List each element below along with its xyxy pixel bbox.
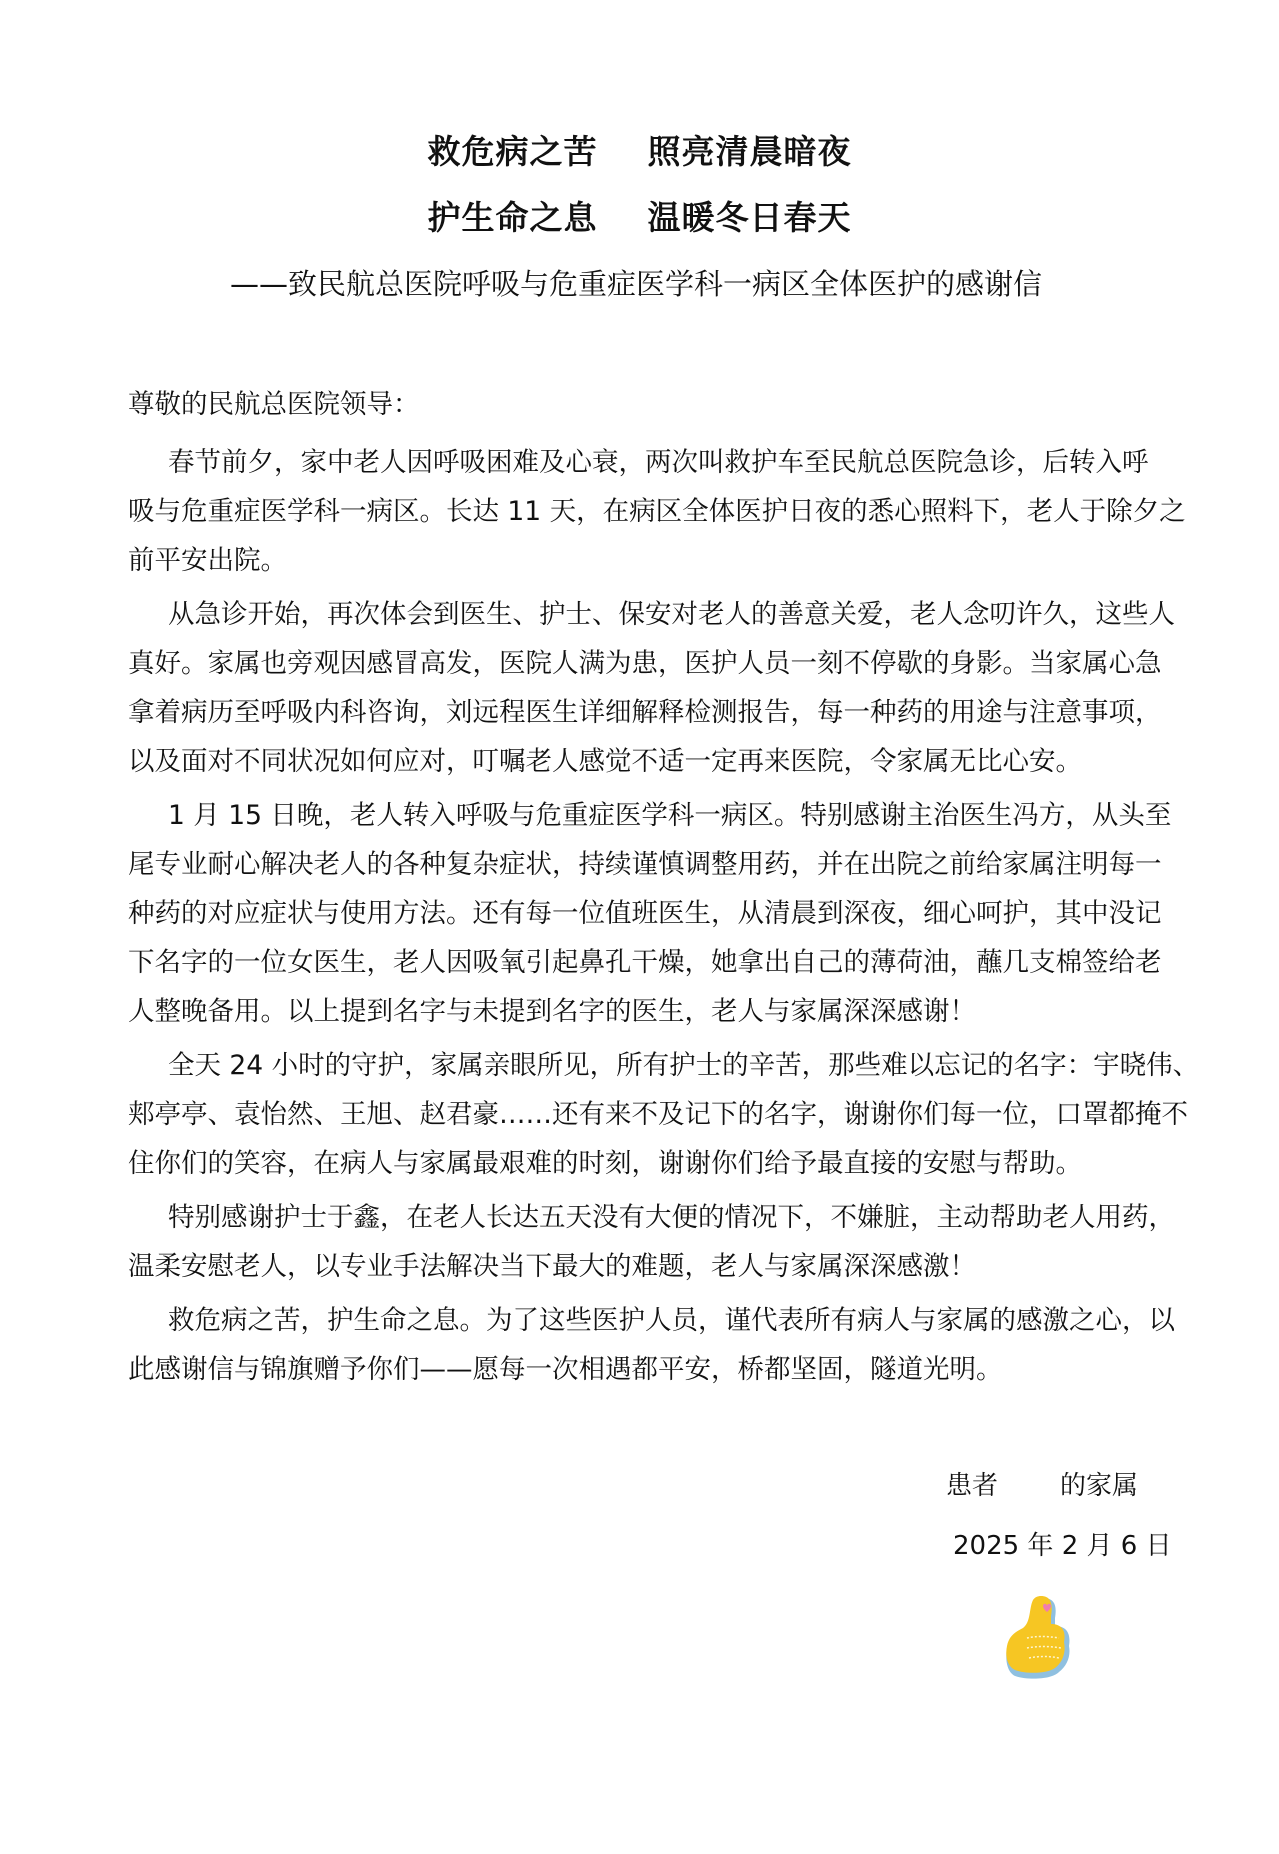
body-line: 1 月 15 日晚，老人转入呼吸与危重症医学科一病区。特别感谢主治医生冯方，从头至 [168,800,1172,831]
body-line: 种药的对应症状与使用方法。还有每一位值班医生，从清晨到深夜，细心呵护，其中没记 [128,898,1162,929]
body-line: 人整晚备用。以上提到名字与未提到名字的医生，老人与家属深深感谢！ [128,996,976,1027]
body-line: 前平安出院。 [128,545,287,576]
body-line: 以及面对不同状况如何应对，叮嘱老人感觉不适一定再来医院，令家属无比心安。 [128,746,1082,777]
body-line: 吸与危重症医学科一病区。长达 11 天，在病区全体医护日夜的悉心照料下，老人于除夕之 [128,496,1186,527]
body-line: 下名字的一位女医生，老人因吸氧引起鼻孔干燥，她拿出自己的薄荷油，蘸几支棉签给老 [128,947,1162,978]
body-line: 全天 24 小时的守护，家属亲眼所见，所有护士的辛苦，那些难以忘记的名字：宇晓伟、 [168,1050,1200,1081]
thumbs-up-icon [1003,1594,1073,1684]
letter-title-line-2: 护生命之息 温暖冬日春天 [427,198,852,237]
letter-title-line-1: 救危病之苦 照亮清晨暗夜 [427,132,852,171]
signature-prefix: 患者 [946,1471,999,1501]
body-line: 尾专业耐心解决老人的各种复杂症状，持续谨慎调整用药，并在出院之前给家属注明每一 [128,849,1162,880]
body-line: 春节前夕，家中老人因呼吸困难及心衰，两次叫救护车至民航总医院急诊，后转入呼 [168,447,1149,478]
body-line: 真好。家属也旁观因感冒高发，医院人满为患，医护人员一刻不停歇的身影。当家属心急 [128,648,1162,679]
sticker-fill [1006,1596,1064,1673]
salutation: 尊敬的民航总医院领导： [128,389,420,420]
body-line: 此感谢信与锦旗赠予你们——愿每一次相遇都平安，桥都坚固，隧道光明。 [128,1354,1003,1385]
body-line: 特别感谢护士于鑫，在老人长达五天没有大便的情况下，不嫌脏，主动帮助老人用药， [168,1202,1175,1233]
signature [946,1473,1138,1499]
body-line: 住你们的笑容，在病人与家属最艰难的时刻，谢谢你们给予最直接的安慰与帮助。 [128,1148,1082,1179]
letter-date: 2025 年 2 月 6 日 [953,1531,1172,1561]
body-line: 救危病之苦，护生命之息。为了这些医护人员，谨代表所有病人与家属的感激之心，以 [168,1305,1175,1336]
body-line: 温柔安慰老人，以专业手法解决当下最大的难题，老人与家属深深感激！ [128,1251,976,1282]
signature-suffix: 的家属 [1060,1471,1139,1501]
body-line: 从急诊开始，再次体会到医生、护士、保安对老人的善意关爱，老人念叨许久，这些人 [168,599,1175,630]
letter-subtitle: ——致民航总医院呼吸与危重症医学科一病区全体医护的感谢信 [230,267,1043,301]
body-line: 拿着病历至呼吸内科咨询，刘远程医生详细解释检测报告，每一种药的用途与注意事项， [128,697,1162,728]
body-line: 郏亭亭、袁怡然、王旭、赵君豪……还有来不及记下的名字，谢谢你们每一位，口罩都掩不 [128,1099,1188,1130]
